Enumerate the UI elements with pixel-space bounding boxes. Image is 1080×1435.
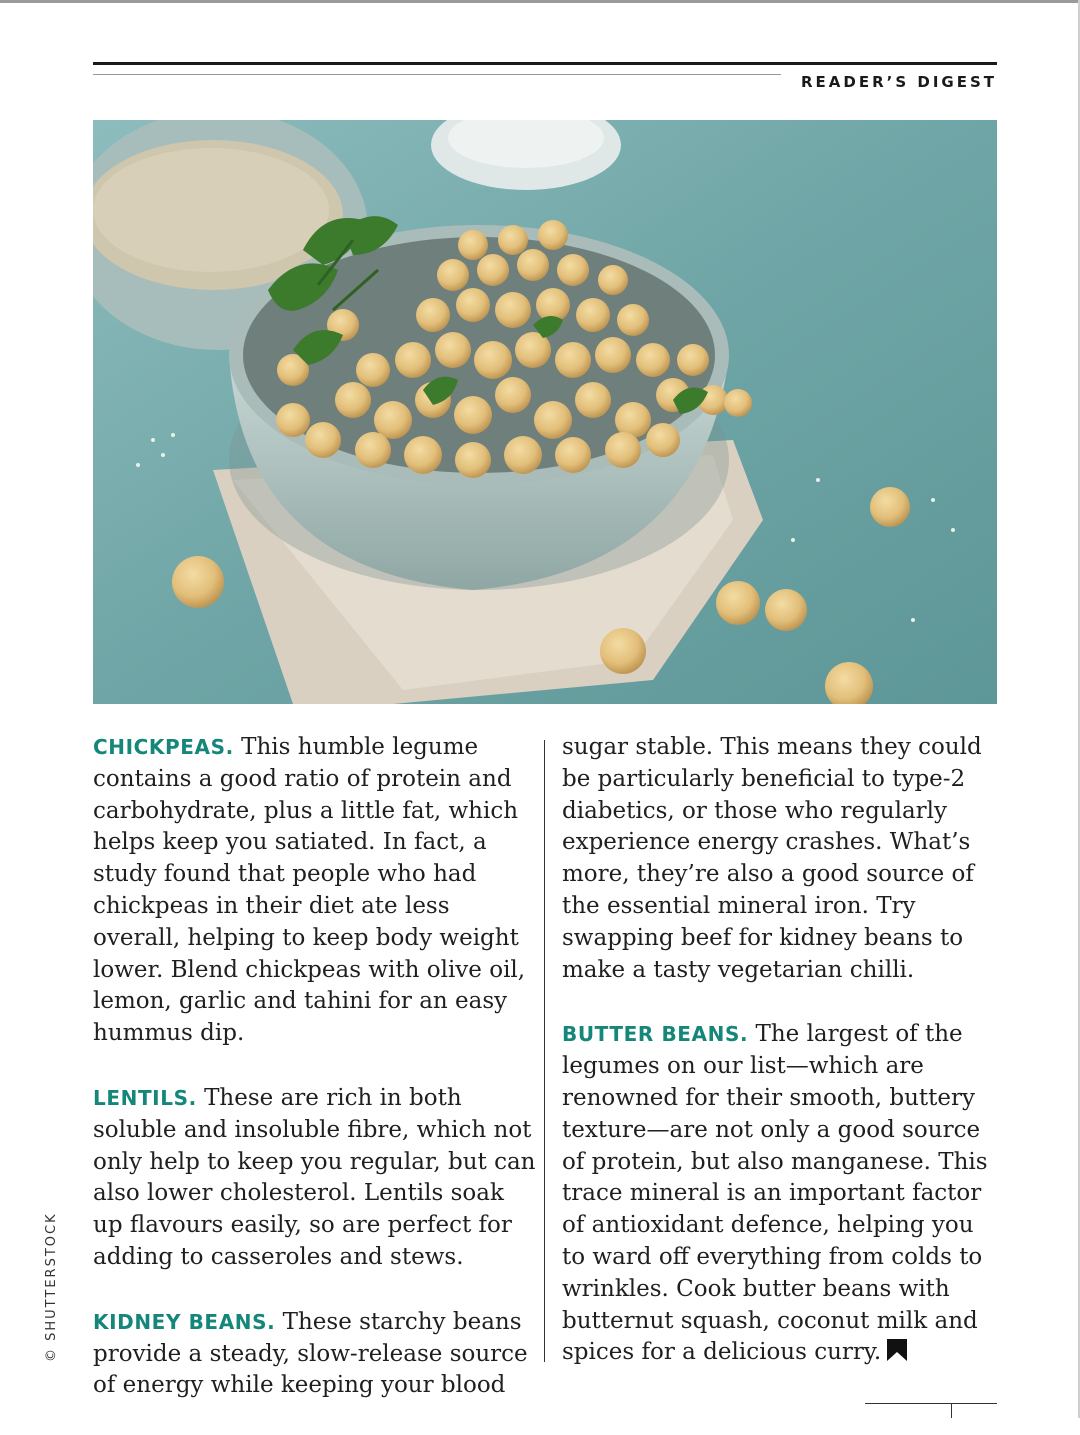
body-butter-beans: The largest of the legumes on our list—which are renowned for their smooth, buttery texture—are not only a good source of protein, but also manganese. This trace mineral is an important factor of antioxidant defence, helping you to ward off everything from colds to wrinkles. Cook butter beans with butternut squash, coconut milk and spices for a delicious curry. xyxy=(562,1021,988,1366)
chickpeas-photo xyxy=(93,120,997,704)
left-column xyxy=(93,732,538,1435)
footer-tick xyxy=(951,1403,952,1418)
header-rule-thin xyxy=(93,74,781,75)
keyword-chickpeas: CHICKPEAS. xyxy=(93,735,234,759)
page-top-edge xyxy=(0,0,1080,3)
body-kidney-beans: These starchy beans provide a steady, slow-release source of energy while keeping your blood xyxy=(93,1308,528,1399)
right-column xyxy=(562,732,1002,1404)
paragraph-lentils xyxy=(93,1083,538,1274)
paragraph-kidney-beans-continued xyxy=(562,732,1002,986)
paragraph-kidney-beans xyxy=(93,1307,538,1402)
header-rule-thick xyxy=(93,62,997,65)
column-divider xyxy=(544,740,545,1362)
photo-credit: © SHUTTERSTOCK xyxy=(44,1212,59,1362)
paragraph-butter-beans xyxy=(562,1019,1002,1371)
keyword-lentils: LENTILS. xyxy=(93,1085,197,1110)
footer-rule xyxy=(865,1403,997,1404)
body-chickpeas: This humble legume contains a good ratio of protein and carbohydrate, plus a little fat, which helps keep you satiated. In fact, a study found that people who had chickpeas in their diet ate less overall, helping to keep body weight lower. Blend chickpeas with olive oil, lemon, garlic and tahini for an easy hummus dip. xyxy=(93,734,526,1047)
body-lentils: These are rich in both soluble and insoluble fibre, which not only help to keep you regular, but can also lower cholesterol. Lentils soak up flavours easily, so are perfect for adding to casseroles and stews. xyxy=(93,1084,536,1270)
body-kidney-beans-continued: sugar stable. This means they could be particularly beneficial to type-2 diabetics, or those who regularly experience energy crashes. What’s more, they’re also a good source of the essential mineral iron. Try swapping beef for kidney beans to make a tasty vegetarian chilli. xyxy=(562,734,982,983)
keyword-butter-beans: BUTTER BEANS. xyxy=(562,1022,749,1047)
keyword-kidney-beans: KIDNEY BEANS. xyxy=(93,1309,276,1334)
bookmark-end-icon xyxy=(887,1339,907,1371)
paragraph-chickpeas xyxy=(93,732,538,1050)
masthead: READER’S DIGEST xyxy=(800,73,997,91)
